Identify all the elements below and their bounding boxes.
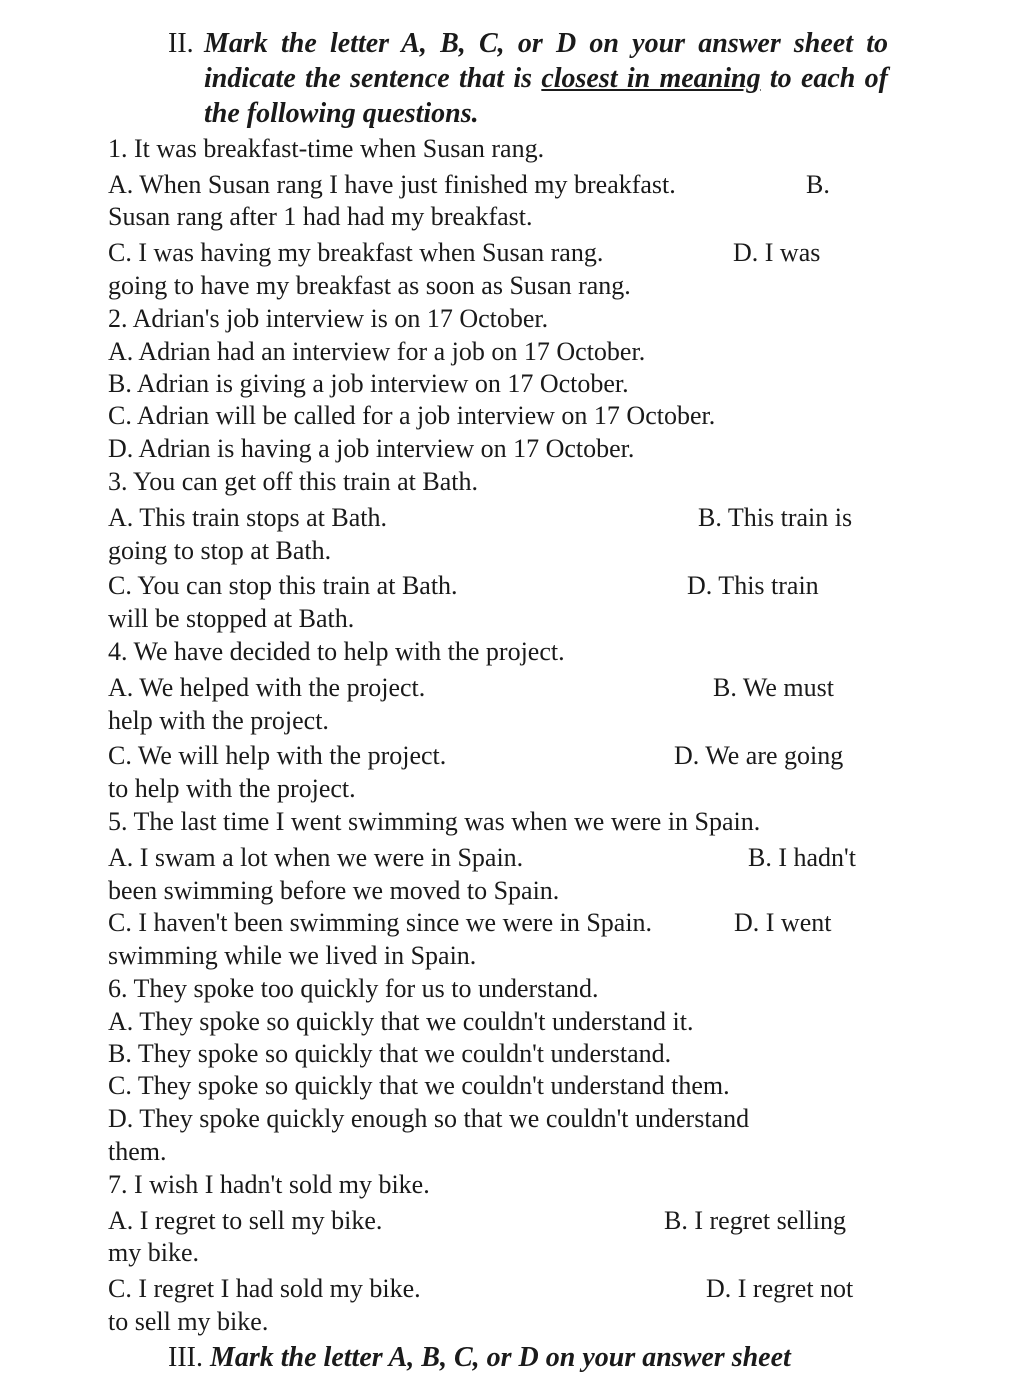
section-2-instruction: Mark the letter A, B, C, or D on your answer sheet to indicate the sentence that is closest in meaning to each of the following questions. (204, 28, 888, 129)
question-2-prompt: 2. Adrian's job interview is on 17 October. (108, 304, 549, 333)
question-1-option-d-text: going to have my breakfast as soon as Susan rang. (108, 271, 631, 300)
question-1-prompt: 1. It was breakfast-time when Susan rang. (108, 134, 545, 163)
question-7-option-a: A. I regret to sell my bike. (108, 1206, 383, 1235)
question-4-option-b-text: help with the project. (108, 706, 329, 735)
question-5-option-a: A. I swam a lot when we were in Spain. (108, 843, 524, 872)
question-3-option-b-label: B. This train is (698, 503, 853, 532)
question-7-option-b-text: my bike. (108, 1238, 199, 1267)
section-2-number: II. (168, 28, 194, 59)
question-7-option-b-label: B. I regret selling (664, 1206, 846, 1235)
question-3-option-d-text: will be stopped at Bath. (108, 604, 355, 633)
question-6-option-d-continued: them. (108, 1137, 167, 1166)
question-3-prompt: 3. You can get off this train at Bath. (108, 467, 478, 496)
section-3-instruction: Mark the letter A, B, C, or D on your answer sheet (209, 1342, 791, 1373)
question-1-option-b-text: Susan rang after 1 had had my breakfast. (108, 202, 533, 231)
question-1-option-a: A. When Susan rang I have just finished my breakfast. (108, 170, 676, 199)
question-5-option-b-label: B. I hadn't (748, 843, 856, 872)
question-2-option-d: D. Adrian is having a job interview on 17 October. (108, 434, 635, 463)
question-5-option-d-label: D. I went (734, 908, 832, 937)
question-4-option-d-label: D. We are going (674, 741, 844, 770)
question-1-option-d-label: D. I was (733, 238, 821, 267)
question-1-option-c: C. I was having my breakfast when Susan rang. (108, 238, 604, 267)
question-5-option-b-text: been swimming before we moved to Spain. (108, 876, 560, 905)
question-7-option-d-label: D. I regret not (706, 1274, 854, 1303)
question-6-option-a: A. They spoke so quickly that we couldn't understand it. (108, 1007, 694, 1036)
question-5-prompt: 5. The last time I went swimming was when we were in Spain. (108, 807, 761, 836)
question-5-option-c: C. I haven't been swimming since we were in Spain. (108, 908, 653, 937)
question-2-option-a: A. Adrian had an interview for a job on 17 October. (108, 337, 646, 366)
question-4-option-c: C. We will help with the project. (108, 741, 447, 770)
question-3-option-c: C. You can stop this train at Bath. (108, 571, 458, 600)
question-7-prompt: 7. I wish I hadn't sold my bike. (108, 1170, 430, 1199)
question-5-option-d-text: swimming while we lived in Spain. (108, 941, 477, 970)
question-4-option-a: A. We helped with the project. (108, 673, 426, 702)
question-2-option-c: C. Adrian will be called for a job interview on 17 October. (108, 401, 716, 430)
question-6-option-c: C. They spoke so quickly that we couldn't understand them. (108, 1071, 730, 1100)
section-3-number: III. (168, 1342, 203, 1373)
question-7-option-c: C. I regret I had sold my bike. (108, 1274, 421, 1303)
question-2-option-b: B. Adrian is giving a job interview on 17 October. (108, 369, 629, 398)
closest-in-meaning-underline: closest in meaning (541, 63, 761, 94)
question-7-option-d-text: to sell my bike. (108, 1307, 269, 1336)
section-3-heading (168, 1340, 791, 1375)
question-3-option-a: A. This train stops at Bath. (108, 503, 388, 532)
question-4-prompt: 4. We have decided to help with the project. (108, 637, 565, 666)
section-2-heading (168, 26, 888, 131)
question-4-option-b-label: B. We must (713, 673, 834, 702)
question-1-option-b-label: B. (806, 170, 830, 199)
question-6-prompt: 6. They spoke too quickly for us to understand. (108, 974, 599, 1003)
question-6-option-b: B. They spoke so quickly that we couldn't understand. (108, 1039, 672, 1068)
question-6-option-d: D. They spoke quickly enough so that we couldn't understand (108, 1104, 750, 1133)
question-3-option-d-label: D. This train (687, 571, 819, 600)
question-4-option-d-text: to help with the project. (108, 774, 356, 803)
question-3-option-b-text: going to stop at Bath. (108, 536, 332, 565)
